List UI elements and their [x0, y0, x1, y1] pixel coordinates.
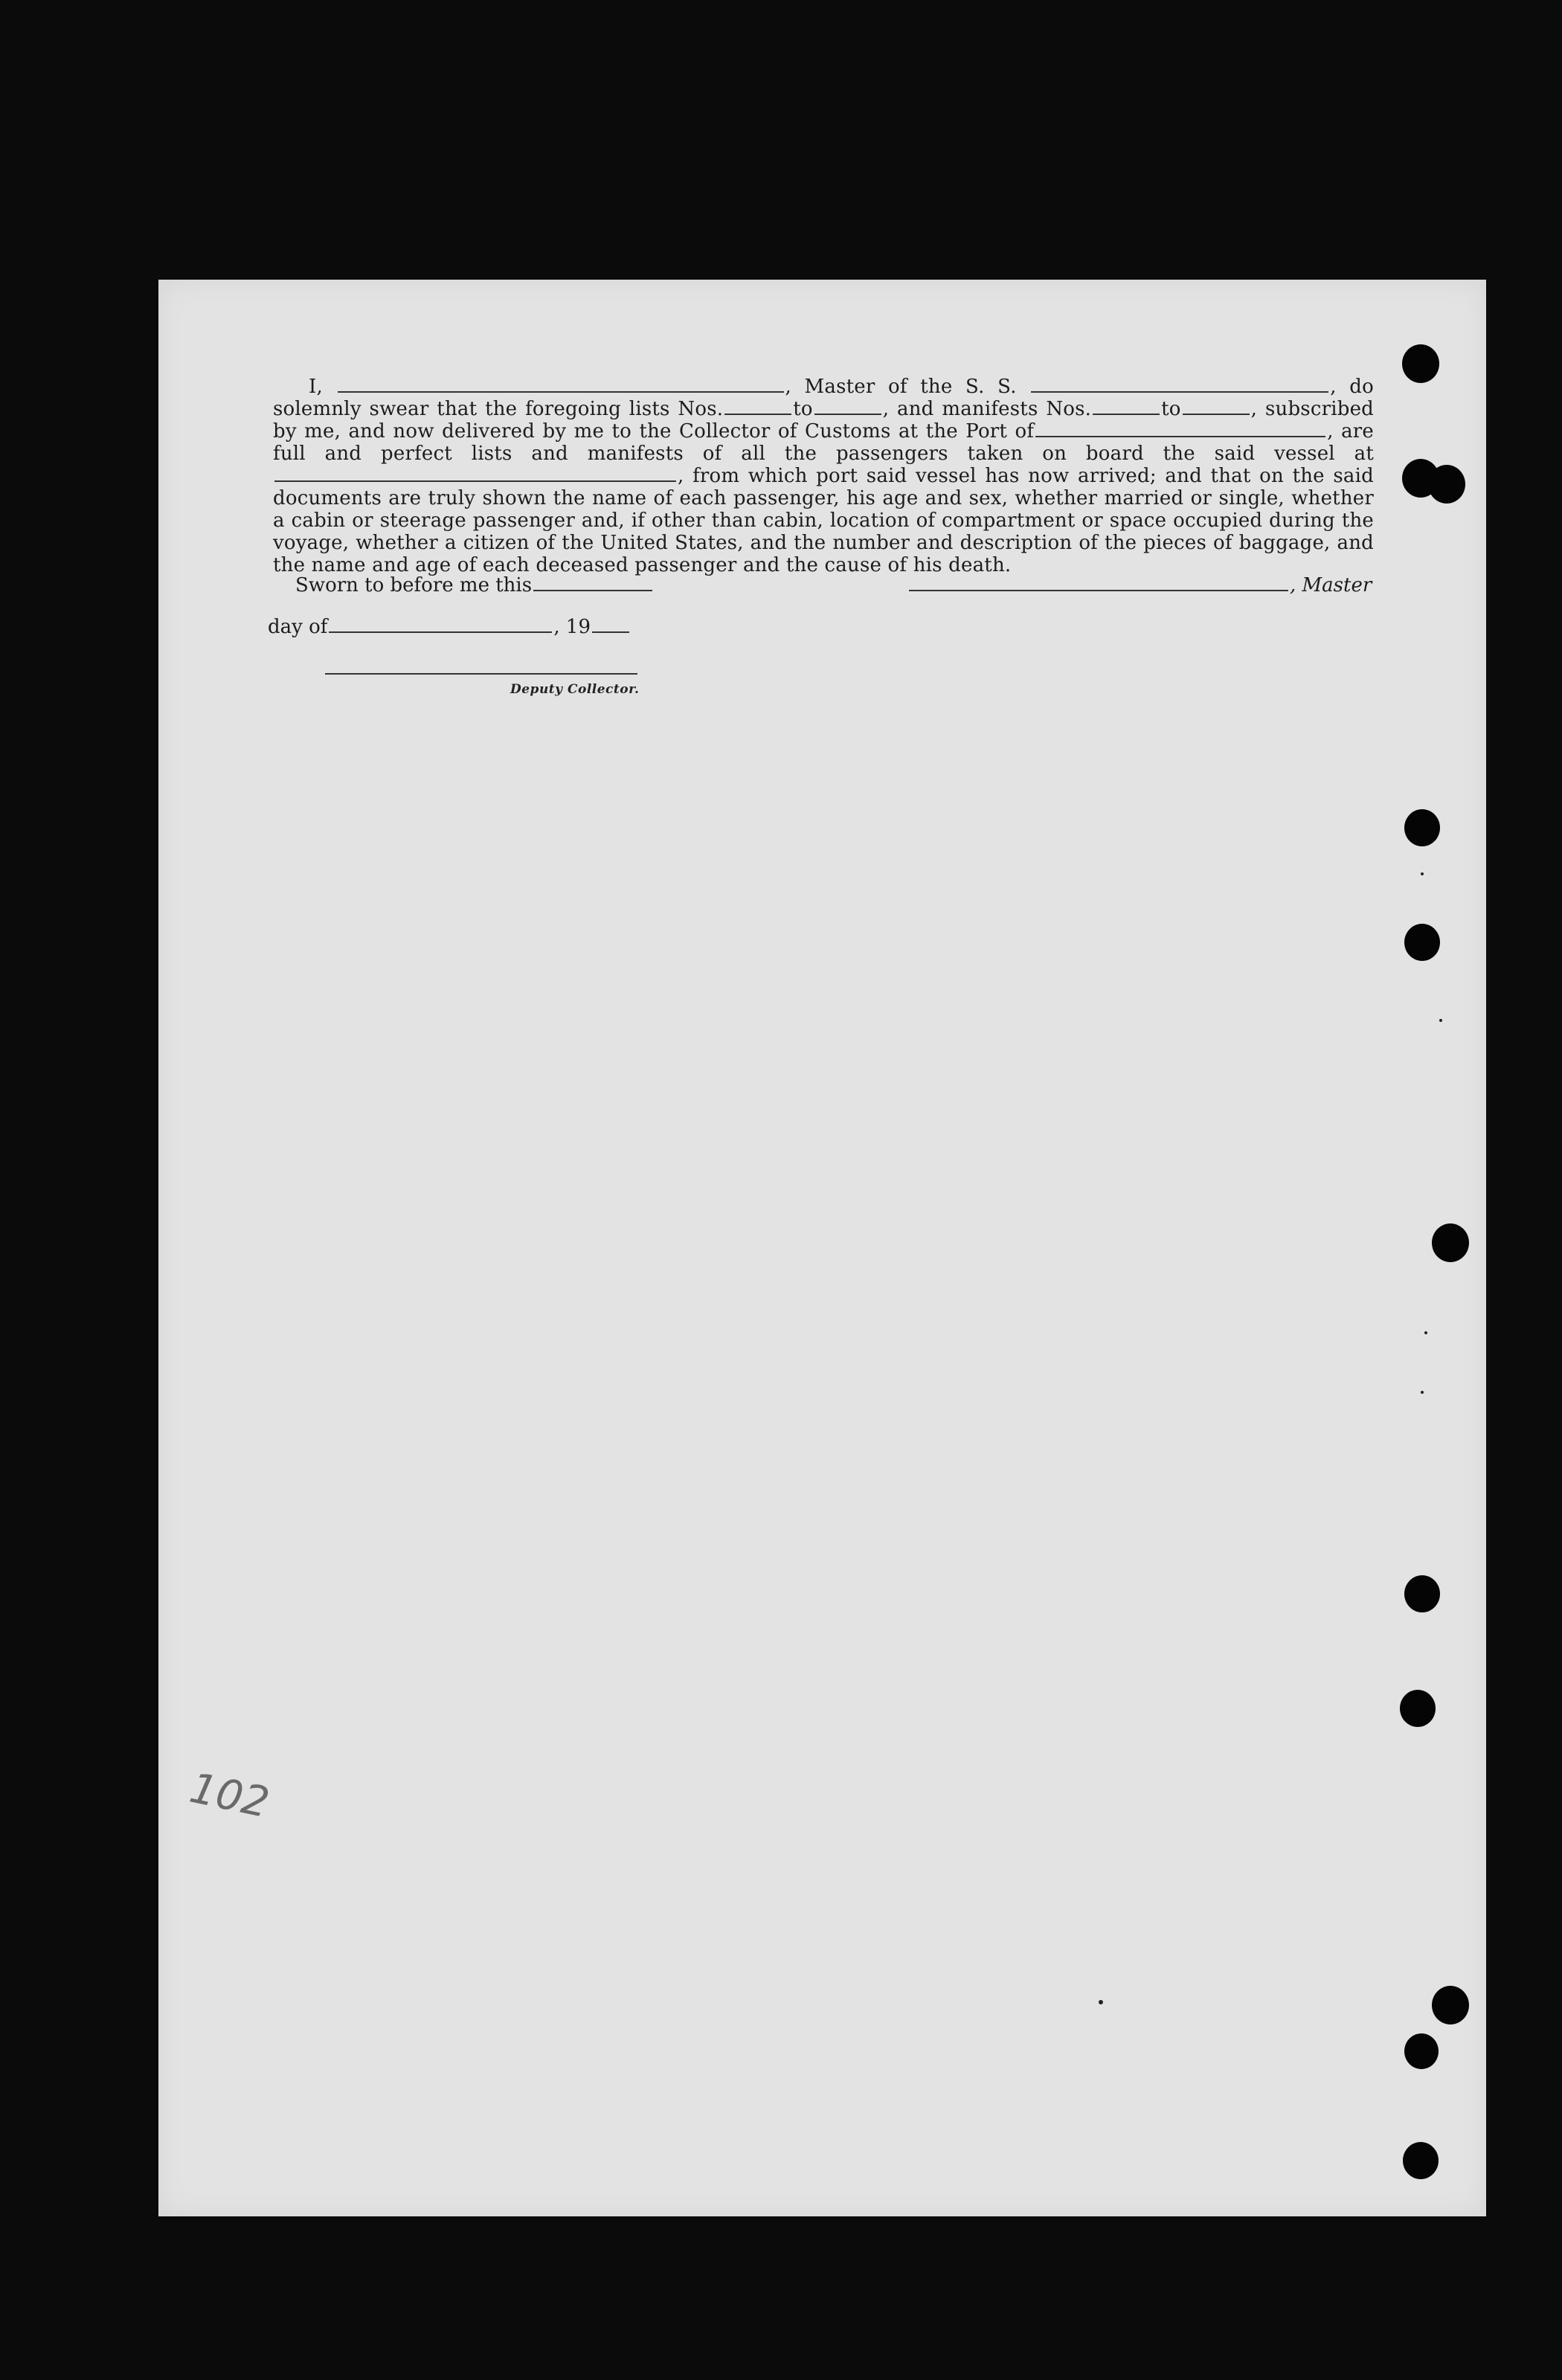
master-signature-line: [907, 574, 1372, 596]
oath-text-i: I,: [309, 376, 323, 398]
punch-hole: [1432, 1223, 1469, 1262]
punch-hole: [1404, 924, 1440, 961]
oath-text-swear: swear that the foregoing lists Nos.: [369, 398, 724, 420]
day-of-label: day of: [268, 616, 328, 638]
master-name-blank[interactable]: [338, 378, 784, 393]
master-label: , Master: [1290, 574, 1372, 596]
punch-hole: [1404, 2033, 1439, 2069]
punch-hole: [1403, 2142, 1439, 2179]
punch-hole: [1402, 344, 1439, 383]
oath-text-board: manifests of all the passengers taken on board the said vessel at: [587, 443, 1375, 465]
sworn-label: Sworn to before me this: [295, 574, 533, 596]
speck: [1439, 1019, 1442, 1022]
master-signature-blank[interactable]: [909, 576, 1288, 591]
deputy-collector-signature-line[interactable]: [325, 673, 637, 675]
oath-text-full: , are full and perfect lists and: [273, 420, 1374, 465]
punch-hole: [1404, 1575, 1440, 1612]
oath-text-from: , from which: [678, 465, 808, 487]
manifests-to-blank[interactable]: [1183, 400, 1250, 415]
manifests-from-blank[interactable]: [1093, 400, 1160, 415]
punch-hole: [1404, 809, 1440, 846]
lists-from-blank[interactable]: [724, 400, 791, 415]
punch-hole: [1428, 465, 1465, 504]
lists-to-blank[interactable]: [814, 400, 881, 415]
handwritten-margin-note: 102: [185, 1763, 274, 1828]
day-of-line: [268, 616, 631, 638]
port-blank[interactable]: [1035, 422, 1325, 437]
punch-hole: [1400, 1690, 1436, 1727]
oath-text-solemnly: , do solemnly: [273, 376, 1374, 420]
deputy-collector-label: Deputy Collector.: [510, 682, 640, 697]
oath-text-manifests: , and manifests Nos.: [882, 398, 1092, 420]
speck: [1421, 1391, 1424, 1394]
oath-text-body: port said vessel has now arrived; and that on the said documents are truly shown the name of each passenger, his age and sex, whether married or single, whether a cabin or steerage passenger and, if other than cabin, location of compartment or space occupied during the voyage, whether a citizen of the United States, and the number and description of the pieces of baggage, and the name and age of each deceased passenger and the cause of his death.: [273, 465, 1374, 576]
speck: [1424, 1331, 1427, 1334]
year-blank[interactable]: [592, 618, 629, 633]
oath-text-subscribed: , subscribed by me, and now: [273, 398, 1375, 443]
sworn-before-line: [295, 574, 654, 596]
month-blank[interactable]: [329, 618, 552, 633]
speck: [1421, 872, 1424, 875]
oath-text-to: to: [793, 398, 813, 420]
oath-text-to-2: to: [1161, 398, 1181, 420]
year-prefix: , 19: [553, 616, 591, 638]
departure-port-blank[interactable]: [274, 467, 676, 482]
oath-text-delivered: delivered by me to the Collector of Customs at the Port of: [442, 420, 1035, 443]
speck: [1099, 2000, 1103, 2004]
oath-paragraph: [273, 376, 1374, 576]
ship-name-blank[interactable]: [1031, 378, 1328, 393]
sworn-day-blank[interactable]: [533, 576, 652, 591]
oath-text-master: , Master of the S. S.: [785, 376, 1017, 398]
punch-hole: [1432, 1986, 1469, 2024]
